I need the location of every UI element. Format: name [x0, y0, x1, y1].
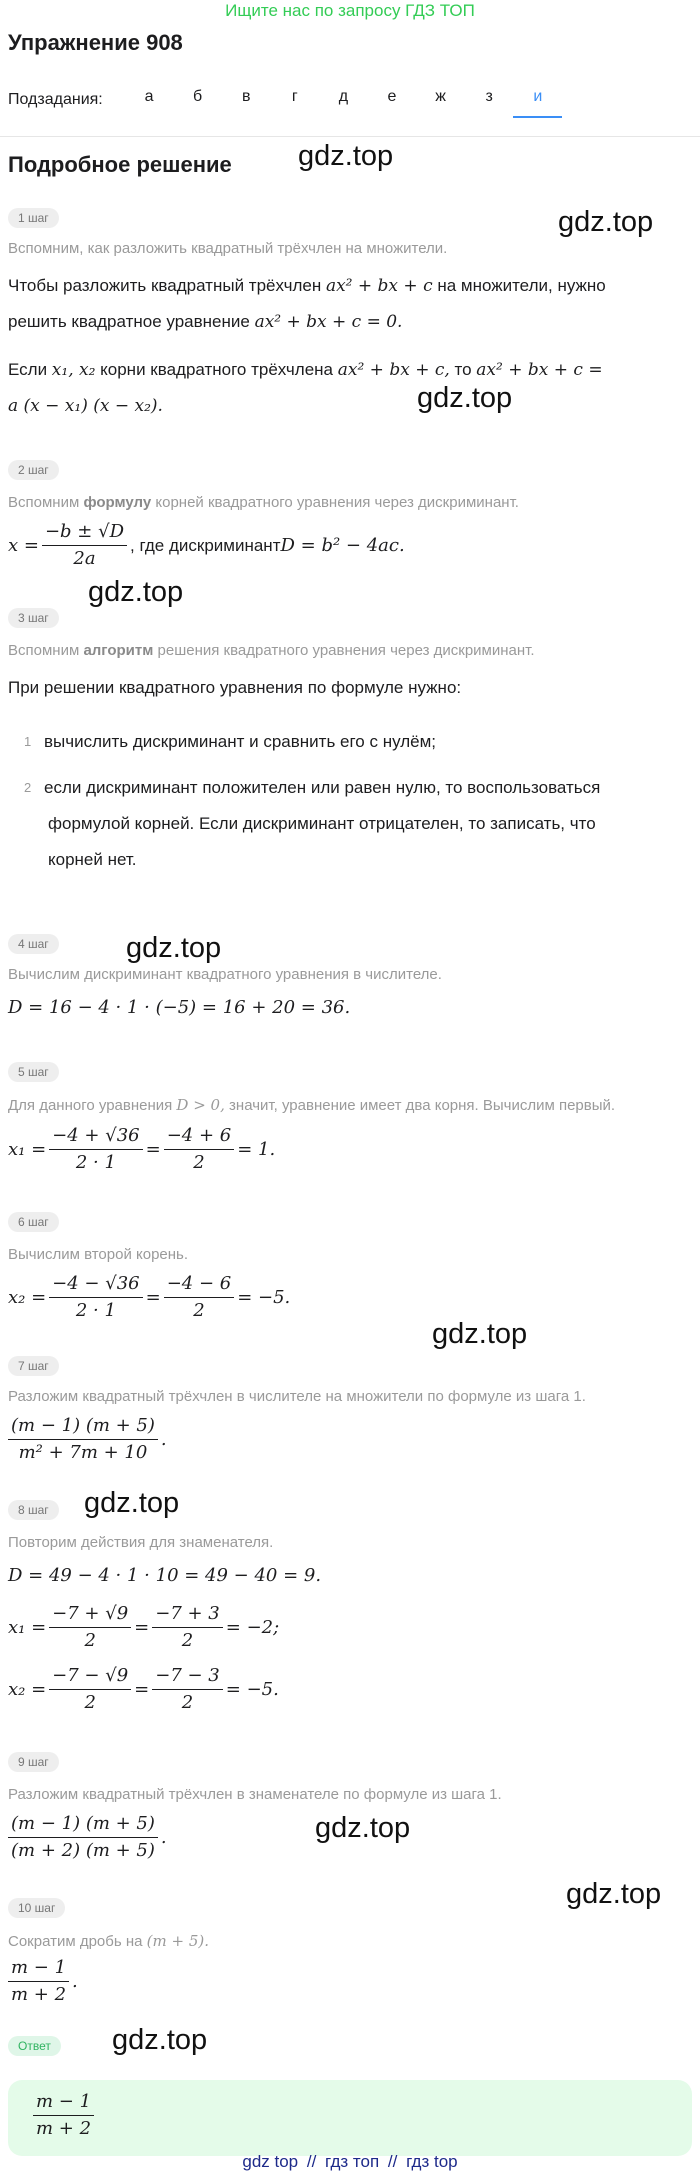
tab-b[interactable]: б [193, 88, 203, 105]
footer-separator: // [387, 2152, 398, 2171]
root-x1: x₁ = $\frac{-4 + √36}{2 \cdot 1}$ = $\frac{-4 + 6}{2}$ = 1. [8, 1125, 276, 1173]
tab-z[interactable]: з [485, 88, 493, 105]
footer-link[interactable]: гдз top [406, 2152, 458, 2171]
divider [0, 136, 700, 137]
tab-a[interactable]: а [144, 88, 154, 105]
watermark: gdz.top [432, 1318, 528, 1350]
step-badge: 3 шаг [8, 608, 59, 628]
step-badge: 8 шаг [8, 1500, 59, 1520]
list-item: если дискриминант положителен или равен нулю, то воспользоваться [44, 778, 601, 797]
step-hint: Вспомним формулу корней квадратного уравнения через дискриминант. [8, 494, 519, 511]
subtasks-label: Подзадания: [8, 91, 103, 108]
discriminant-eq: D = 49 − 4 · 1 · 10 = 49 − 40 = 9. [8, 1565, 322, 1586]
discriminant-eq: D = 16 − 4 · 1 · (−5) = 16 + 20 = 36. [8, 997, 351, 1018]
step-badge: 4 шаг [8, 934, 59, 954]
root-x1: x₁ = $\frac{-7 + √9}{2}$ = $\frac{-7 + 3}{2}$ = −2; [8, 1603, 280, 1651]
step-hint: Вспомним, как разложить квадратный трёхчлен на множители. [8, 240, 448, 257]
tab-e[interactable]: е [387, 88, 397, 105]
list-item: вычислить дискриминант и сравнить его с нулём; [44, 732, 437, 751]
watermark: gdz.top [84, 1487, 180, 1519]
list-number: 1 [24, 734, 32, 749]
reduced-fraction: $\frac{m - 1}{m + 2}$ . [8, 1956, 78, 2007]
footer-link[interactable]: гдз топ [325, 2152, 380, 2171]
watermark: gdz.top [566, 1878, 662, 1910]
watermark: gdz.top [88, 576, 184, 608]
tab-zh[interactable]: ж [435, 88, 446, 105]
tab-v[interactable]: в [241, 88, 251, 105]
watermark: gdz.top [298, 140, 394, 172]
formula-roots: x = $\frac{-b \pm √D}{2a}$ , где дискриминант D = b² − 4ac. [8, 521, 405, 569]
subtask-tabs [8, 82, 700, 118]
list-item: формулой корней. Если дискриминант отрицателен, то записать, что [48, 814, 596, 833]
step-badge: 2 шаг [8, 460, 59, 480]
list-item: корней нет. [48, 850, 137, 869]
answer-fraction: $\frac{m - 1}{m + 2}$ [33, 2090, 94, 2141]
footer-link[interactable]: gdz top [242, 2152, 299, 2171]
step-badge: 10 шаг [8, 1898, 65, 1918]
step-badge: 5 шаг [8, 1062, 59, 1082]
root-x2: x₂ = $\frac{-4 - √36}{2 \cdot 1}$ = $\frac{-4 - 6}{2}$ = −5. [8, 1273, 291, 1321]
footer-links [0, 2152, 700, 2172]
step-text: решить квадратное уравнение ax² + bx + c = 0. [8, 312, 403, 332]
section-title: Подробное решение [8, 152, 232, 177]
step-text: При решении квадратного уравнения по формуле нужно: [8, 678, 462, 697]
step-hint: Вычислим дискриминант квадратного уравнения в числителе. [8, 966, 442, 983]
watermark: gdz.top [417, 382, 513, 414]
watermark: gdz.top [315, 1812, 411, 1844]
answer-box [8, 2080, 692, 2156]
step-badge: 7 шаг [8, 1356, 59, 1376]
step-hint: Разложим квадратный трёхчлен в числителе на множители по формуле из шага 1. [8, 1388, 586, 1405]
factored-fraction: $\frac{(m - 1) (m + 5)}{\text{m² + 7m + 10}}$ . [8, 1414, 167, 1465]
page-title: Упражнение 908 [8, 30, 183, 55]
step-hint: Разложим квадратный трёхчлен в знаменателе по формуле из шага 1. [8, 1786, 502, 1803]
step-hint: Вспомним алгоритм решения квадратного уравнения через дискриминант. [8, 642, 535, 659]
watermark: gdz.top [126, 932, 222, 964]
answer-badge: Ответ [8, 2036, 61, 2056]
list-number: 2 [24, 780, 32, 795]
step-hint: Вычислим второй корень. [8, 1246, 189, 1263]
tab-d[interactable]: д [338, 88, 349, 105]
footer-separator: // [306, 2152, 317, 2171]
watermark: gdz.top [558, 206, 654, 238]
step-hint: Сократим дробь на (m + 5). [8, 1932, 209, 1950]
step-text: Если x₁, x₂ корни квадратного трёхчлена ax² + bx + c, то ax² + bx + c = [8, 360, 603, 380]
top-banner: Ищите нас по запросу ГДЗ ТОП [225, 1, 475, 20]
tab-i[interactable]: и [513, 82, 562, 118]
step-badge: 9 шаг [8, 1752, 59, 1772]
step-badge: 1 шаг [8, 208, 59, 228]
step-hint: Для данного уравнения D > 0, значит, уравнение имеет два корня. Вычислим первый. [8, 1096, 616, 1114]
tab-g[interactable]: г [291, 88, 298, 105]
step-text: a (x − x₁) (x − x₂). [8, 396, 163, 416]
factored-fraction: $\frac{(m - 1) (m + 5)}{(m + 2) (m + 5)}$ . [8, 1812, 167, 1863]
step-badge: 6 шаг [8, 1212, 59, 1232]
step-text: Чтобы разложить квадратный трёхчлен ax² + bx + c на множители, нужно [8, 276, 606, 296]
step-hint: Повторим действия для знаменателя. [8, 1534, 274, 1551]
watermark: gdz.top [112, 2024, 208, 2056]
root-x2: x₂ = $\frac{-7 - √9}{2}$ = $\frac{-7 - 3}{2}$ = −5. [8, 1665, 279, 1713]
